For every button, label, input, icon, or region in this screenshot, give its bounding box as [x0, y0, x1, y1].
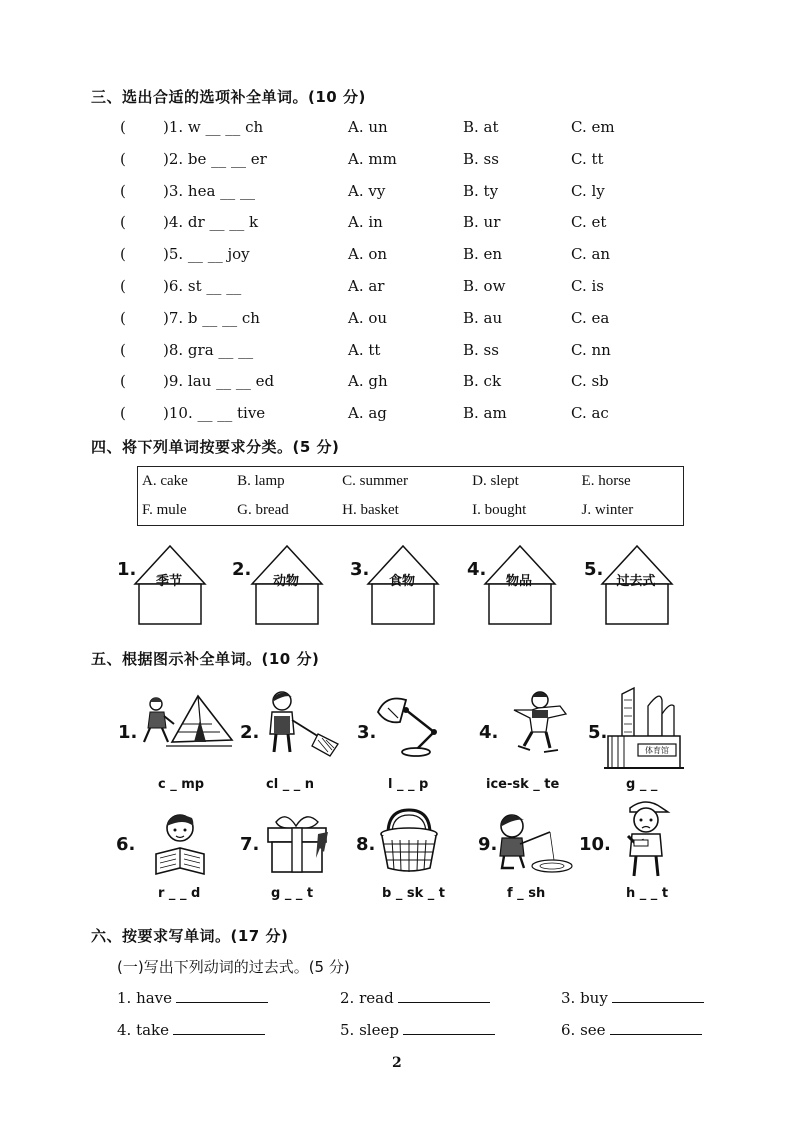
category-label: 食物: [388, 574, 415, 589]
past-tense-item: [117, 1020, 265, 1039]
section5-title: 五、根据图示补全单词。(10 分): [91, 650, 320, 668]
tent-icon: [136, 690, 234, 752]
section6-title: 六、按要求写单词。(17 分): [91, 927, 289, 945]
picture-number: 2.: [240, 722, 260, 743]
section6-part1-title: (一)写出下列动词的过去式。(5 分): [117, 958, 350, 976]
option-c: C. sb: [571, 372, 609, 391]
past-tense-item: [561, 1020, 702, 1039]
category-number: 5.: [584, 559, 604, 580]
word-hint: g _ _ t: [271, 886, 314, 901]
picture-number: 6.: [116, 834, 136, 855]
category-house: [600, 542, 672, 632]
category-answer-area[interactable]: [141, 586, 199, 622]
page-number: 2: [392, 1055, 402, 1071]
option-a: A. tt: [348, 340, 381, 359]
hurt-boy-icon: [618, 796, 674, 878]
verb-prompt: 6. see: [561, 1021, 606, 1039]
category-label: 过去式: [616, 574, 656, 589]
picture-number: 4.: [479, 722, 499, 743]
verb-prompt: 3. buy: [561, 989, 608, 1007]
option-b: B. at: [463, 118, 499, 136]
fishing-boy-icon: [494, 810, 574, 876]
category-number: 4.: [467, 559, 487, 580]
basket-icon: [378, 808, 440, 874]
word-option: E. horse: [581, 473, 631, 489]
word-hint: ice-sk _ te: [486, 777, 560, 792]
option-c: C. et: [571, 213, 607, 232]
word-hint: r _ _ d: [158, 886, 201, 901]
word-option: I. bought: [472, 502, 527, 518]
question-stem: )6. st __ __: [163, 277, 242, 295]
question-stem: )5. __ __ joy: [163, 245, 250, 264]
word-option: F. mule: [142, 502, 187, 518]
option-a: A. un: [348, 118, 388, 136]
gym-building-icon: [604, 686, 684, 772]
gym-sign: 体育馆: [645, 746, 669, 755]
word-bank-table: [137, 466, 684, 526]
answer-bracket[interactable]: (: [120, 308, 126, 327]
option-b: B. ck: [463, 372, 502, 391]
answer-bracket[interactable]: (: [120, 404, 126, 423]
picture-number: 1.: [118, 722, 138, 743]
word-option: J. winter: [581, 502, 634, 518]
option-c: C. ly: [571, 181, 605, 200]
option-b: B. ow: [463, 277, 506, 295]
answer-blank[interactable]: [403, 1020, 495, 1035]
answer-blank[interactable]: [612, 988, 704, 1003]
word-hint: cl _ _ n: [266, 777, 314, 792]
option-c: C. nn: [571, 340, 611, 359]
category-number: 1.: [117, 559, 137, 580]
question-stem: )2. be __ __ er: [163, 149, 267, 168]
category-house: [483, 542, 555, 632]
ice-skater-icon: [504, 688, 574, 760]
word-option: C. summer: [342, 473, 408, 489]
category-house: [133, 542, 205, 632]
past-tense-item: [561, 988, 704, 1007]
option-c: C. tt: [571, 149, 604, 168]
past-tense-item: [117, 988, 268, 1007]
option-a: A. vy: [348, 181, 386, 200]
word-option: B. lamp: [237, 473, 285, 489]
option-a: A. ar: [348, 277, 385, 295]
category-house: [366, 542, 438, 632]
picture-number: 7.: [240, 834, 260, 855]
word-option: H. basket: [342, 502, 399, 518]
word-hint: b _ sk _ t: [382, 886, 446, 901]
option-c: C. ea: [571, 308, 610, 327]
word-option: A. cake: [142, 473, 188, 489]
word-hint: c _ mp: [158, 777, 205, 792]
category-label: 物品: [505, 574, 532, 589]
option-b: B. ss: [463, 149, 499, 168]
gift-box-icon: [262, 812, 332, 874]
option-a: A. on: [348, 245, 388, 264]
category-number: 2.: [232, 559, 252, 580]
word-hint: l _ _ p: [388, 777, 429, 792]
option-c: C. em: [571, 118, 615, 136]
answer-blank[interactable]: [610, 1020, 702, 1035]
answer-bracket[interactable]: (: [120, 181, 126, 200]
option-a: A. gh: [348, 372, 388, 391]
category-answer-area[interactable]: [608, 586, 666, 622]
option-b: B. au: [463, 308, 503, 327]
category-number: 3.: [350, 559, 370, 580]
answer-bracket[interactable]: (: [120, 213, 126, 232]
sweeping-boy-icon: [262, 688, 340, 758]
answer-blank[interactable]: [398, 988, 490, 1003]
option-b: B. ss: [463, 340, 499, 359]
option-a: A. in: [348, 213, 383, 232]
category-answer-area[interactable]: [374, 586, 432, 622]
verb-prompt: 2. read: [340, 989, 394, 1007]
word-bank-row: [138, 467, 684, 497]
option-b: B. am: [463, 404, 507, 423]
word-hint: g _ _: [626, 777, 658, 792]
verb-prompt: 1. have: [117, 989, 173, 1007]
word-option: D. slept: [472, 473, 519, 489]
answer-bracket[interactable]: (: [120, 277, 126, 295]
question-stem: )1. w __ __ ch: [163, 118, 264, 136]
option-b: B. ty: [463, 181, 499, 200]
question-stem: )4. dr __ __ k: [163, 213, 259, 232]
word-hint: f _ sh: [507, 886, 546, 901]
section3-title: 三、选出合适的选项补全单词。(10 分): [91, 88, 366, 106]
category-house: [250, 542, 322, 632]
section4-title: 四、将下列单词按要求分类。(5 分): [91, 438, 340, 456]
answer-blank[interactable]: [176, 988, 268, 1003]
picture-number: 9.: [478, 834, 498, 855]
picture-number: 3.: [357, 722, 377, 743]
reading-boy-icon: [150, 808, 210, 878]
picture-number: 10.: [579, 834, 611, 855]
picture-number: 5.: [588, 722, 608, 743]
option-c: C. an: [571, 245, 611, 264]
word-option: G. bread: [237, 502, 289, 518]
category-label: 季节: [155, 574, 182, 589]
option-b: B. en: [463, 245, 503, 264]
question-stem: )7. b __ __ ch: [163, 308, 260, 327]
option-b: B. ur: [463, 213, 501, 232]
category-answer-area[interactable]: [491, 586, 549, 622]
answer-blank[interactable]: [173, 1020, 265, 1035]
answer-bracket[interactable]: (: [120, 340, 126, 359]
word-hint: h _ _ t: [626, 886, 669, 901]
question-stem: )8. gra __ __: [163, 340, 254, 359]
past-tense-item: [340, 1020, 495, 1039]
answer-bracket[interactable]: (: [120, 372, 126, 391]
category-label: 动物: [272, 574, 299, 589]
answer-bracket[interactable]: (: [120, 149, 126, 168]
answer-bracket[interactable]: (: [120, 245, 126, 264]
option-c: C. is: [571, 277, 604, 295]
category-answer-area[interactable]: [258, 586, 316, 622]
past-tense-item: [340, 988, 490, 1007]
option-a: A. ag: [348, 404, 387, 423]
question-stem: )10. __ __ tive: [163, 404, 266, 423]
option-c: C. ac: [571, 404, 609, 423]
desk-lamp-icon: [372, 690, 448, 760]
question-stem: )3. hea __ __: [163, 181, 255, 200]
word-bank-row: [138, 496, 684, 526]
answer-bracket[interactable]: (: [120, 118, 126, 136]
verb-prompt: 5. sleep: [340, 1021, 399, 1039]
verb-prompt: 4. take: [117, 1021, 170, 1039]
question-stem: )9. lau __ __ ed: [163, 372, 275, 391]
option-a: A. mm: [348, 149, 397, 168]
option-a: A. ou: [348, 308, 388, 327]
picture-number: 8.: [356, 834, 376, 855]
